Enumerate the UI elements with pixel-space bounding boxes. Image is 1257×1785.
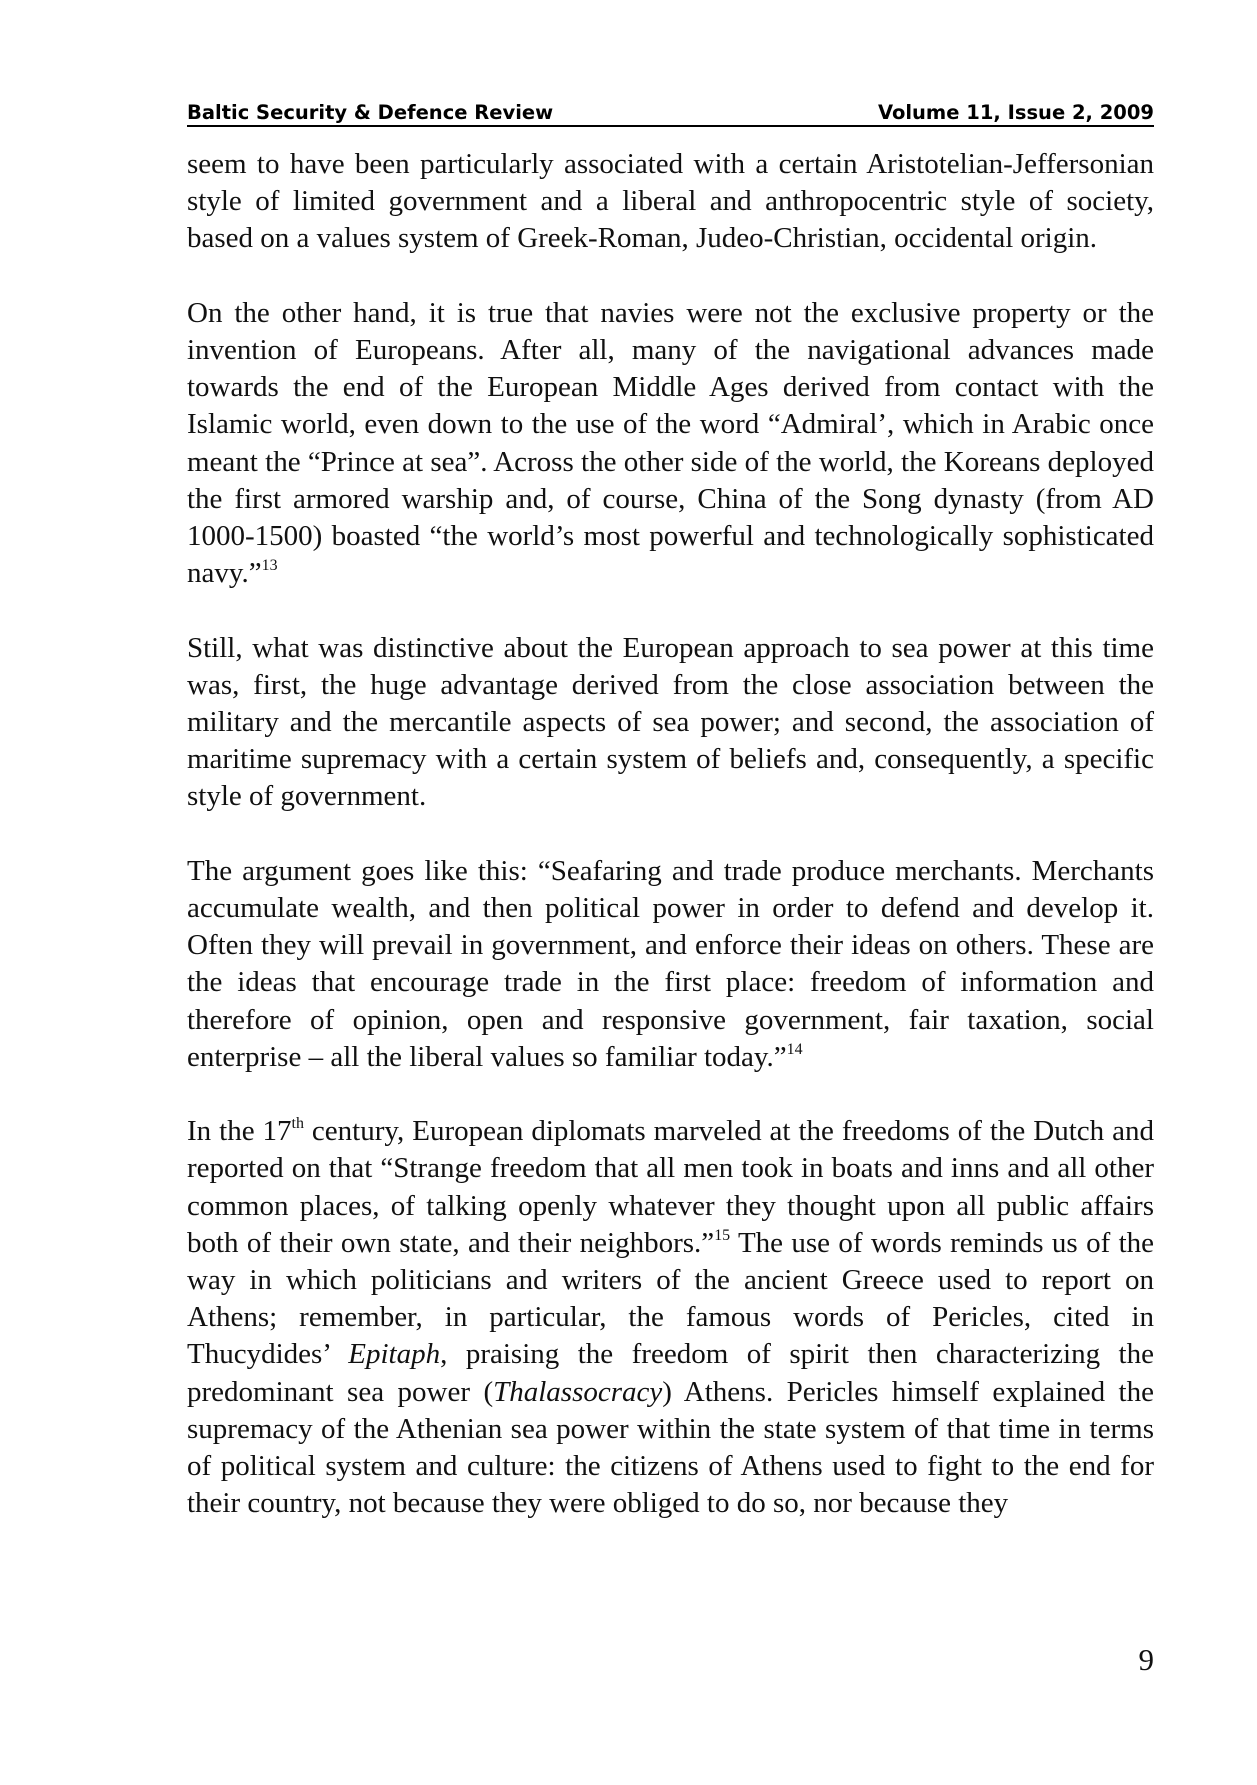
paragraph-text: In the 17: [187, 1115, 292, 1148]
paragraph-text: ) Athens. Pericles himself explained the supremacy of the Athenian sea power within the state system of that time in terms of political system and culture: the citizens of Athens used to fight to the end for their country, not because they were obliged to do so, nor because they: [187, 1375, 1154, 1520]
paragraph: [187, 1113, 1154, 1522]
paragraph-text: century, European diplomats marveled at the freedoms of the Dutch and reported on that “Strange freedom that all men took in boats and inns and all other common places, of talking openly whatever they thought upon all public affairs both of their own state, and their neighbors.”: [187, 1115, 1154, 1259]
footnote-ref: 13: [261, 556, 278, 574]
paragraph-text: , praising the freedom of spirit then characterizing the predominant sea power (: [187, 1338, 1154, 1408]
page-number: 9: [1138, 1642, 1154, 1677]
footnote-ref: 15: [714, 1226, 731, 1244]
ordinal-suffix: th: [291, 1114, 304, 1132]
footnote-ref: 14: [786, 1040, 803, 1058]
paragraph-text: On the other hand, it is true that navies were not the exclusive property or the invention of Europeans. After all, many of the navigational advances made towards the end of the European Middle Ages derived from contact with the Islamic world, even down to the use of the word “Admiral’, which in Arabic once meant the “Prince at sea”. Across the other side of the world, the Koreans deployed the first armored warship and, of course, China of the Song dynasty (from AD 1000-1500) boasted “the world’s most powerful and technologically sophisticated navy.”: [187, 296, 1154, 590]
volume-issue: Volume 11, Issue 2, 2009: [877, 101, 1154, 124]
paragraph: [187, 630, 1154, 816]
paragraph: [187, 146, 1154, 258]
paragraph: [187, 853, 1154, 1076]
paragraph-text: Still, what was distinctive about the European approach to sea power at this time was, first, the huge advantage derived from the close association between the military and the mercantile aspects of sea power; and second, the association of maritime supremacy with a certain system of beliefs and, consequently, a specific style of government.: [187, 631, 1154, 813]
italic-term: Thalassocracy: [493, 1375, 663, 1408]
body-text: [187, 146, 1154, 1522]
paragraph-text: The use of words reminds us of the way in which politicians and writers of the ancient Greece used to report on Athens; remember, in particular, the famous words of Pericles, cited in Thucydides’: [187, 1226, 1155, 1371]
running-header: [187, 101, 1154, 127]
journal-title: Baltic Security & Defence Review: [187, 101, 554, 124]
paragraph: [187, 295, 1154, 593]
paragraph-text: seem to have been particularly associated with a certain Aristotelian-Jeffersonian style of limited government and a liberal and anthropocentric style of society, based on a values system of Greek-Roman, Judeo-Christian, occidental origin.: [187, 148, 1154, 255]
italic-title: Epitaph: [348, 1338, 441, 1371]
paragraph-text: The argument goes like this: “Seafaring and trade produce merchants. Merchants accumulate wealth, and then political power in order to defend and develop it. Often they will prevail in government, and enforce their ideas on others. These are the ideas that encourage trade in the first place: freedom of information and therefore of opinion, open and responsive government, fair taxation, social enterprise – all the liberal values so familiar today.”: [187, 854, 1154, 1073]
